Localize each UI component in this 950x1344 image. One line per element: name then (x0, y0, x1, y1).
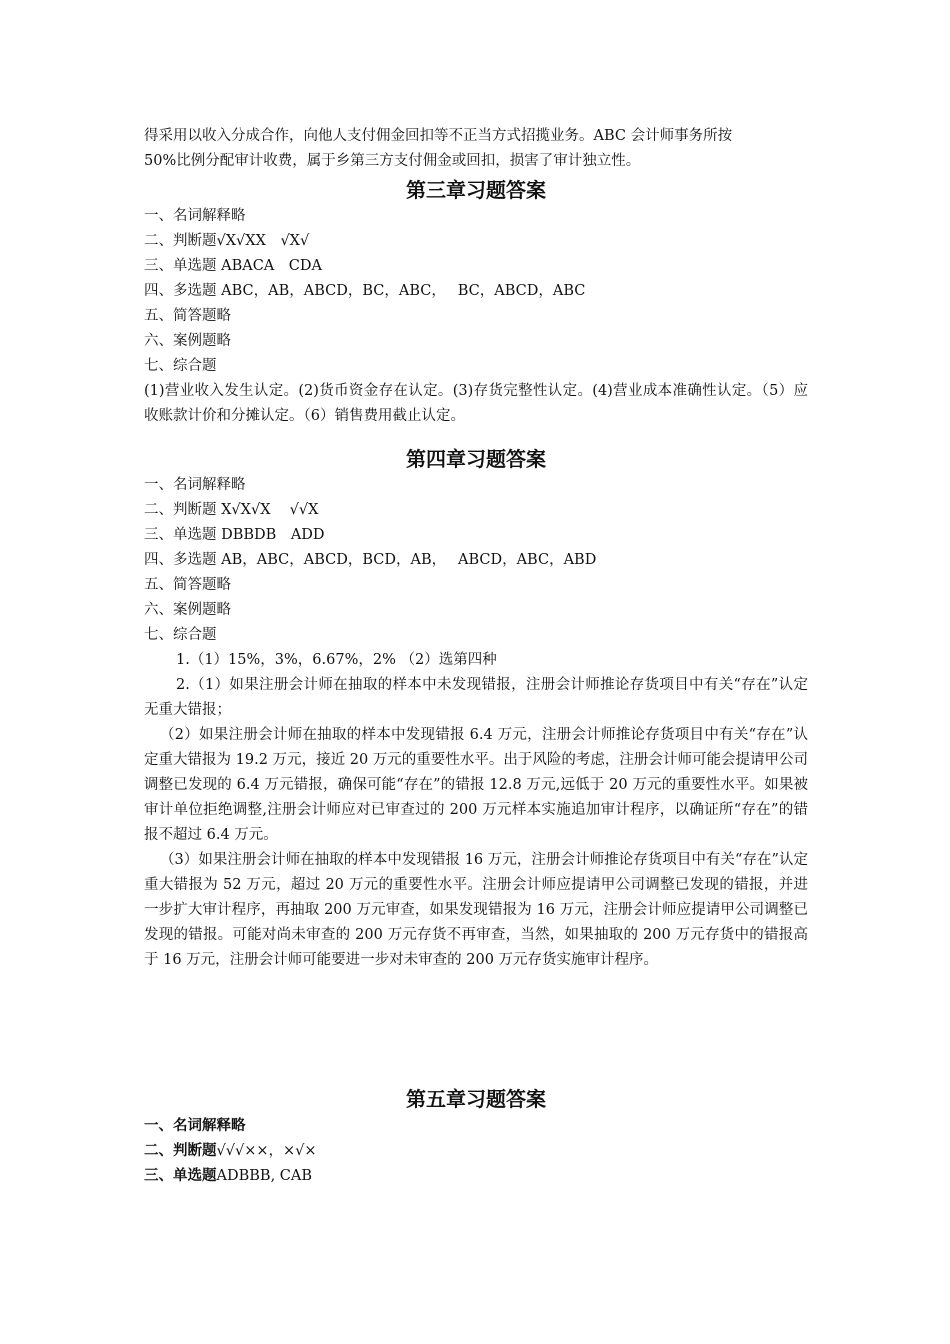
ch4-item: 六、案例题略 (144, 602, 231, 618)
ch3-item: 一、名词解释略 (144, 208, 246, 224)
ch4-question-2-part-3: （3）如果注册会计师在抽取的样本中发现错报 16 万元，注册会计师推论存货项目中有关“存在”认定重大错报为 52 万元，超过 20 万元的重要性水平。注册会计师应提请甲公司调整已发现的错报，并进一步扩大审计程序，再抽取 200 万元审查，如果发现错报为 16 万元，注册会计师应提请甲公司调整已发现的错报。可能对尚未审查的 200 万元存货不再审查，当然，如果抽取的 200 万元存货中的错报高于 16 万元，注册会计师可能要进一步对未审查的 200 万元存货实施审计程序。 (144, 852, 808, 968)
ch5-item (144, 1163, 808, 1188)
ch3-item: 三、单选题 ABACA CDA (144, 258, 322, 274)
ch3-item: 四、多选题 ABC，AB，ABCD，BC，ABC， BC，ABCD，ABC (144, 283, 586, 299)
ch4-item: 三、单选题 DBBDB ADD (144, 527, 325, 543)
ch4-question-1: 1.（1）15%，3%，6.67%，2% （2）选第四种 (176, 652, 497, 668)
spacer (144, 429, 808, 443)
spacer (144, 973, 808, 1083)
ch3-item: 七、综合题 (144, 358, 217, 374)
chapter-3-title: 第三章习题答案 (406, 178, 546, 202)
intro-line-2: 50%比例分配审计收费，属于乡第三方支付佣金或回扣，损害了审计独立性。 (144, 153, 641, 169)
ch5-item-value: ADBBB, CAB (216, 1168, 313, 1184)
ch5-item-label: 二、判断题 (144, 1142, 217, 1159)
ch3-answer: (1)营业收入发生认定。(2)货币资金存在认定。(3)存货完整性认定。(4)营业成本准确性认定。（5）应收账款计价和分摊认定。（6）销售费用截止认定。 (144, 383, 808, 424)
chapter-5-title: 第五章习题答案 (406, 1087, 546, 1111)
ch4-item: 二、判断题 X√X√X √√X (144, 502, 319, 518)
ch5-item-value: √√√××，×√× (216, 1143, 317, 1159)
document-page (144, 124, 808, 1188)
ch4-question-2-part-2: （2）如果注册会计师在抽取的样本中发现错报 6.4 万元，注册会计师推论存货项目中有关“存在”认定重大错报为 19.2 万元，接近 20 万元的重要性水平。出于风险的考虑，注册会计师可能会提请甲公司调整已发现的 6.4 万元错报，确保可能“存在”的错报 12.8 万元,远低于 20 万元的重要性水平。如果被审计单位拒绝调整,注册会计师应对已审查过的 200 万元样本实施追加审计程序，以确证所“存在”的错报不超过 6.4 万元。 (144, 727, 808, 843)
ch5-item (144, 1138, 808, 1163)
ch4-item: 七、综合题 (144, 627, 217, 643)
ch4-item: 四、多选题 AB，ABC，ABCD，BCD，AB， ABCD，ABC，ABD (144, 552, 597, 568)
ch5-item: 一、名词解释略 (144, 1117, 246, 1134)
chapter-4-title: 第四章习题答案 (406, 447, 546, 471)
intro-line-1: 得采用以收入分成合作，向他人支付佣金回扣等不正当方式招揽业务。ABC 会计师事务所按 (144, 128, 733, 144)
ch3-item: 六、案例题略 (144, 333, 231, 349)
ch3-item: 五、简答题略 (144, 308, 231, 324)
ch4-item: 一、名词解释略 (144, 477, 246, 493)
ch4-item: 五、简答题略 (144, 577, 231, 593)
ch4-question-2-part-1: 2.（1）如果注册会计师在抽取的样本中未发现错报，注册会计师推论存货项目中有关“存在”认定无重大错报； (144, 677, 808, 718)
ch3-item: 二、判断题√X√XX √X√ (144, 233, 310, 249)
ch5-item-label: 三、单选题 (144, 1167, 217, 1184)
